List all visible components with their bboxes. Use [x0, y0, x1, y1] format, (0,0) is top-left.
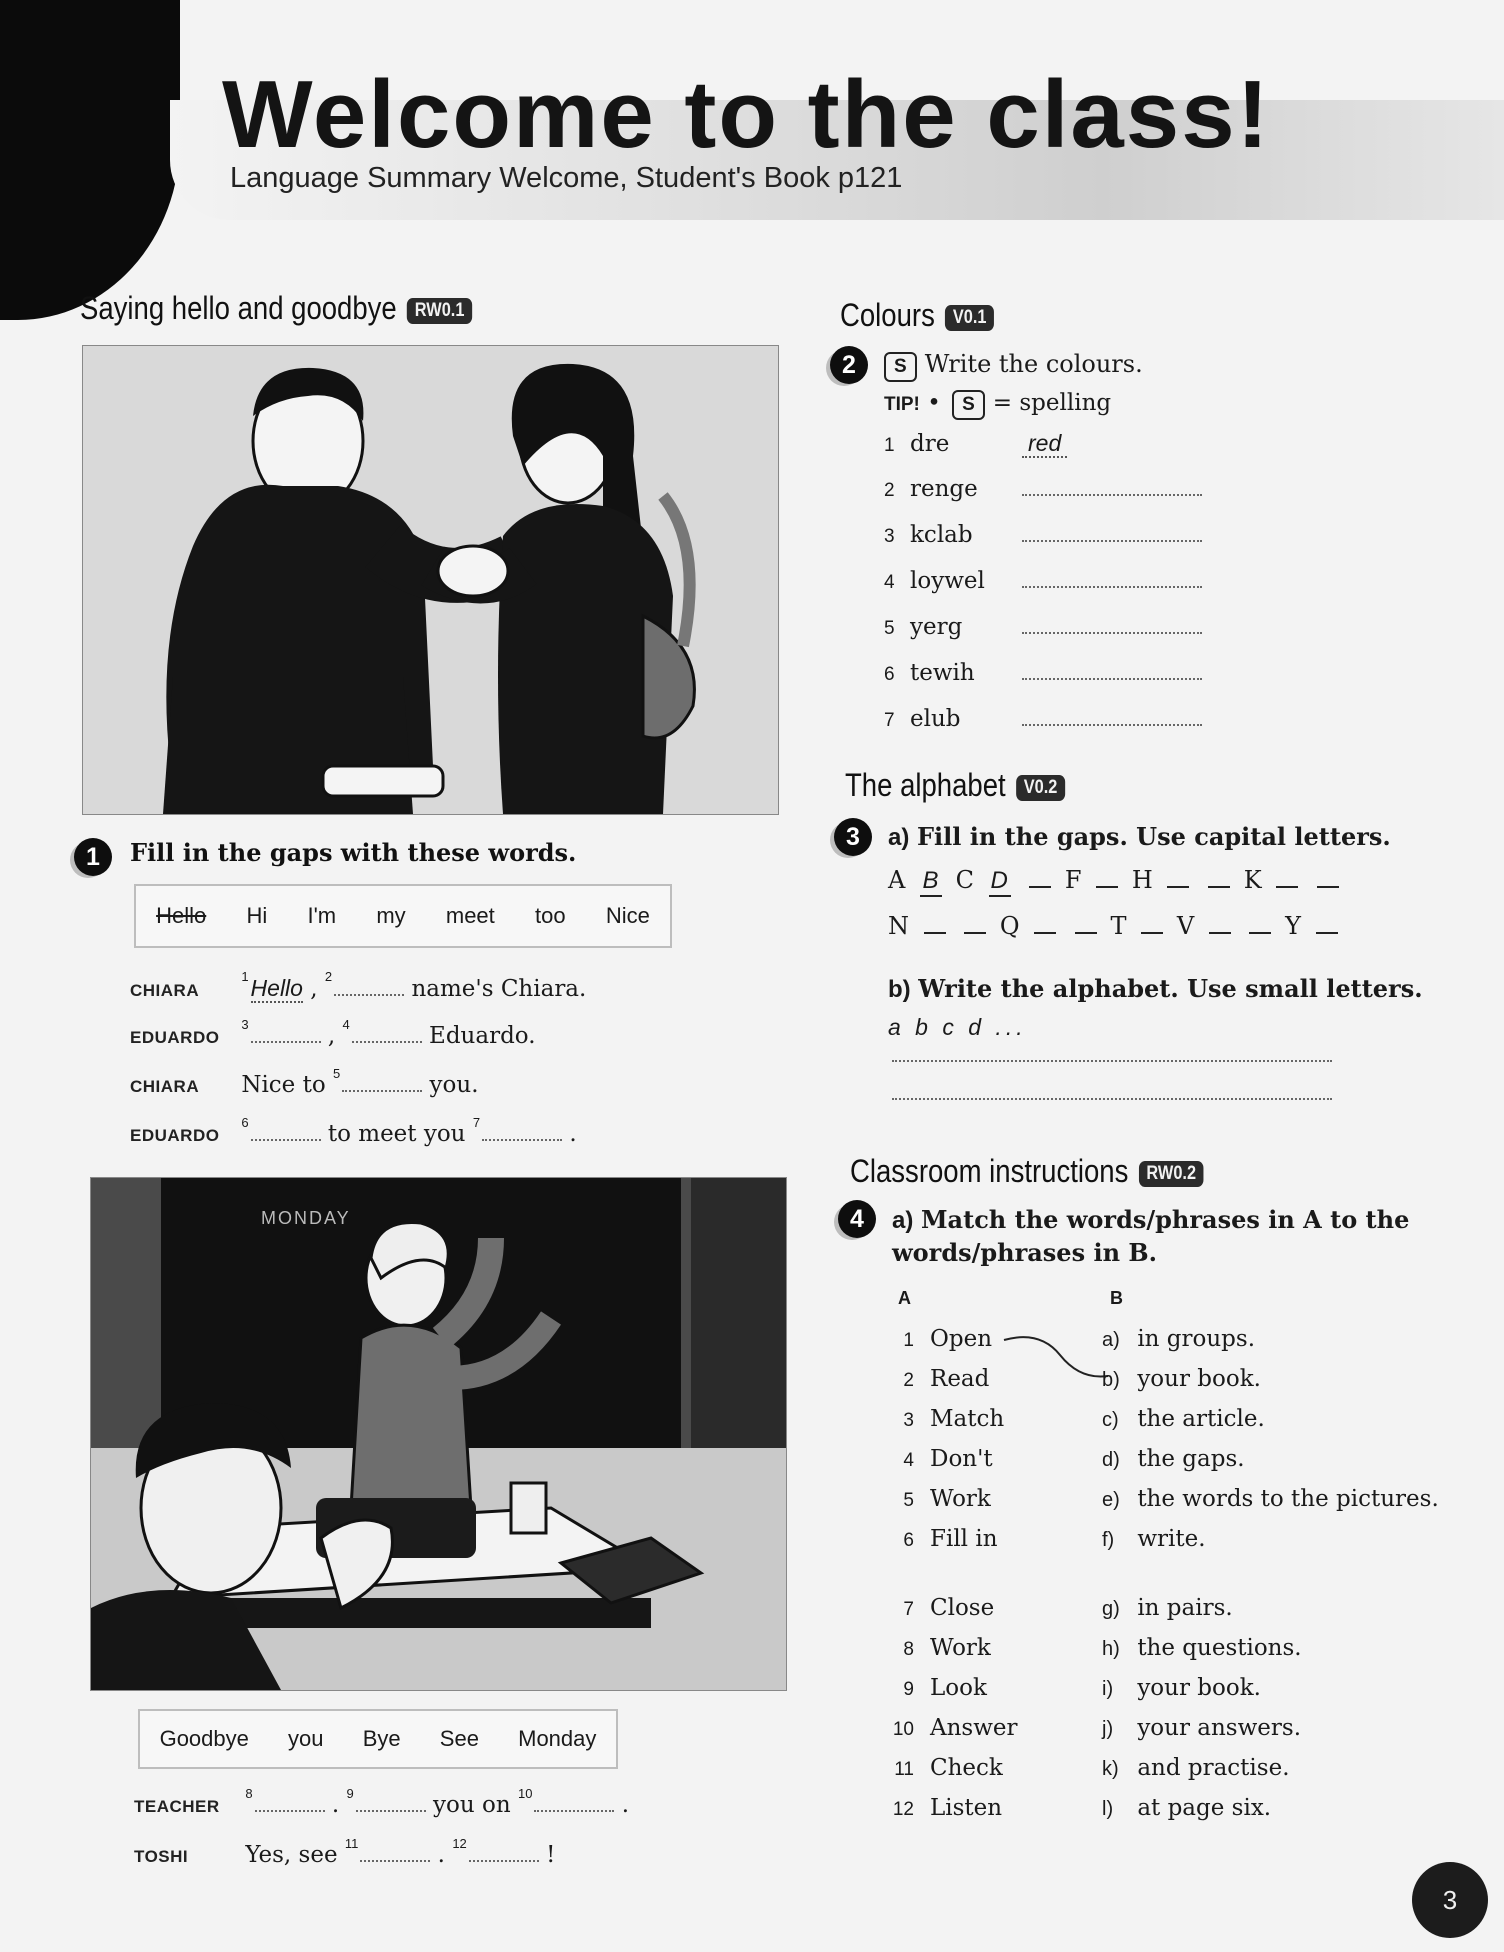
letter-gap[interactable]: [1096, 866, 1118, 888]
tip-label: TIP!: [884, 394, 920, 415]
alphabet-row-2: [888, 912, 1343, 940]
letter-gap[interactable]: [1034, 912, 1056, 934]
gap-blank[interactable]: [251, 1023, 321, 1043]
letter: F: [1064, 866, 1083, 894]
letter-gap[interactable]: [1141, 912, 1163, 934]
phrase-b: and practise.: [1137, 1755, 1290, 1781]
classroom-drawing: [91, 1178, 786, 1690]
item-number: 5: [884, 618, 895, 639]
phrase-letter: e): [1102, 1489, 1120, 1511]
row-number: 1: [903, 1330, 914, 1351]
row-number: 4: [903, 1450, 914, 1471]
item-number: 2: [884, 480, 895, 501]
tip-bullet: •: [927, 390, 941, 416]
speaker: TOSHI: [134, 1847, 189, 1866]
gap-blank[interactable]: [356, 1792, 426, 1812]
word-hello: Hello: [156, 903, 207, 928]
phrase-letter: g): [1102, 1598, 1120, 1620]
colour-item: [884, 522, 1214, 568]
phrase-b: your book.: [1137, 1366, 1261, 1392]
dialogue-line-4: [130, 1115, 577, 1147]
exercise-1-instruction: Fill in the gaps with these words.: [130, 838, 577, 867]
gap-number: 9: [346, 1786, 354, 1801]
colour-item: [884, 614, 1214, 660]
scrambled-word: dre: [910, 431, 950, 457]
letter-gap[interactable]: [1208, 866, 1230, 888]
letter: C: [955, 866, 975, 894]
row-number: 3: [903, 1410, 914, 1431]
phrase-a: Listen: [930, 1795, 1003, 1821]
word-hi: Hi: [246, 903, 268, 928]
phrase-a: Open: [930, 1326, 993, 1352]
exercise-3-badge: 3: [834, 818, 872, 856]
phrase-b: in pairs.: [1137, 1595, 1233, 1621]
colour-answer[interactable]: [1022, 568, 1202, 588]
dialogue-text: Yes, see: [245, 1842, 338, 1868]
letter: A: [888, 866, 907, 894]
phrase-b: in groups.: [1137, 1326, 1256, 1352]
match-row-8: [880, 1635, 1302, 1661]
phrase-letter: f): [1102, 1529, 1115, 1551]
exercise-1-badge: 1: [74, 838, 112, 876]
page-subtitle: Language Summary Welcome, Student's Book p121: [230, 162, 903, 194]
gap-number: 4: [342, 1017, 350, 1032]
phrase-letter: h): [1102, 1638, 1120, 1660]
row-number: 11: [894, 1759, 914, 1780]
separator: ,: [310, 976, 318, 1002]
scrambled-word: tewih: [910, 660, 975, 686]
gap-blank[interactable]: [255, 1792, 325, 1812]
match-row-1: [880, 1326, 1255, 1352]
dialogue-text: Nice to: [241, 1072, 326, 1098]
phrase-letter: a): [1102, 1329, 1120, 1351]
match-row-3: [880, 1406, 1265, 1432]
section-tag: V0.2: [1016, 775, 1065, 801]
column-b-label: B: [1110, 1288, 1123, 1308]
answer-line-2[interactable]: [892, 1098, 1332, 1100]
colour-item: [884, 430, 1214, 476]
match-row-6: [880, 1526, 1206, 1552]
section-tag: RW0.1: [407, 298, 472, 324]
word-my: my: [376, 903, 406, 928]
part-label: b): [888, 976, 911, 1003]
match-row-10: [880, 1715, 1301, 1741]
gap-answer: Hello: [250, 975, 303, 1001]
match-row-2: [880, 1366, 1261, 1392]
section-tag: RW0.2: [1139, 1161, 1204, 1187]
instruction-text: Match the words/phrases in A to the words/phrases in B.: [892, 1205, 1410, 1267]
letter-gap[interactable]: [1209, 912, 1231, 934]
phrase-a: Answer: [930, 1715, 1018, 1741]
gap-blank[interactable]: [482, 1121, 562, 1141]
word-im: I'm: [307, 903, 337, 928]
scrambled-word: renge: [910, 476, 978, 502]
alphabet-example: a b c d ...: [888, 1014, 1027, 1040]
colour-answer: red: [1022, 430, 1067, 458]
row-number: 10: [892, 1719, 914, 1740]
colour-answer[interactable]: [1022, 614, 1202, 634]
gap-blank[interactable]: [360, 1842, 430, 1862]
word-monday: Monday: [518, 1726, 597, 1751]
match-row-7: [880, 1595, 1233, 1621]
page-number: 3: [1412, 1862, 1488, 1938]
handshake-drawing: [83, 346, 778, 814]
letter-gap[interactable]: [1276, 866, 1298, 888]
dialogue-line-5: TEACHER $^8$ . $^9$ you on $^{10}$ .: [134, 1786, 630, 1818]
gap-number: 10: [517, 1786, 533, 1801]
dialogue-line-2: [130, 1017, 536, 1049]
phrase-a: Don't: [930, 1446, 993, 1472]
heading-text: Colours: [840, 297, 935, 333]
instruction-text: Write the alphabet. Use small letters.: [918, 974, 1423, 1003]
match-row-12: [880, 1795, 1271, 1821]
dialogue-text: you on: [433, 1792, 511, 1818]
phrase-b: the gaps.: [1137, 1446, 1245, 1472]
speaker: EDUARDO: [130, 1126, 220, 1145]
dialogue-text: you.: [429, 1072, 479, 1098]
letter: Y: [1285, 912, 1302, 940]
heading-saying-hello: [80, 290, 472, 327]
heading-alphabet: [845, 767, 1065, 804]
alphabet-row-1: [888, 866, 1344, 897]
spelling-icon: S: [884, 352, 917, 382]
gap-number: 6: [241, 1115, 249, 1130]
item-number: 1: [884, 435, 895, 456]
letter: N: [888, 912, 910, 940]
exercise-4-badge: 4: [838, 1200, 876, 1238]
phrase-letter: c): [1102, 1409, 1119, 1431]
gap-number: 7: [472, 1115, 481, 1130]
gap-blank[interactable]: [251, 1121, 321, 1141]
gap-blank[interactable]: [342, 1072, 422, 1092]
gap-number: 8: [245, 1786, 253, 1801]
colour-item: [884, 568, 1214, 614]
separator: ,: [327, 1023, 336, 1049]
letter-gap[interactable]: [1029, 866, 1051, 888]
gap-number: 3: [241, 1017, 249, 1032]
letter: H: [1131, 866, 1154, 894]
dialogue-text: to meet you: [327, 1121, 466, 1147]
dialogue-text: !: [546, 1842, 556, 1868]
dialogue-text: name's Chiara.: [411, 976, 587, 1002]
letter-gap[interactable]: [1167, 866, 1189, 888]
letter-gap[interactable]: [1249, 912, 1271, 934]
word-goodbye: Goodbye: [159, 1726, 249, 1751]
gap-blank[interactable]: [469, 1842, 539, 1862]
row-number: 12: [892, 1799, 914, 1820]
colour-item: [884, 476, 1214, 522]
letter-gap[interactable]: [1317, 866, 1339, 888]
phrase-letter: l): [1102, 1798, 1114, 1820]
match-row-9: [880, 1675, 1261, 1701]
letter: Q: [999, 912, 1021, 940]
item-number: 3: [884, 526, 895, 547]
section-tag: V0.1: [945, 305, 994, 331]
phrase-letter: k): [1102, 1758, 1119, 1780]
word-see: See: [439, 1726, 479, 1751]
phrase-b: the questions.: [1137, 1635, 1302, 1661]
word-too: too: [535, 903, 566, 928]
phrase-letter: b): [1102, 1369, 1120, 1391]
row-number: 6: [903, 1530, 914, 1551]
exercise-2-badge: 2: [830, 346, 868, 384]
colour-answer[interactable]: [1022, 476, 1202, 496]
phrase-letter: i): [1102, 1678, 1114, 1700]
part-label: a): [888, 824, 910, 851]
word-box-2: [138, 1709, 618, 1769]
exercise-2-instruction: [884, 350, 1143, 382]
letter-gap[interactable]: [1075, 912, 1097, 934]
instruction-text: Fill in the gaps. Use capital letters.: [916, 822, 1391, 851]
letter-answer: B: [920, 867, 942, 897]
heading-text: Classroom instructions: [850, 1153, 1129, 1189]
phrase-a: Read: [930, 1366, 990, 1392]
phrase-a: Match: [930, 1406, 1005, 1432]
phrase-letter: j): [1102, 1718, 1114, 1740]
letter: K: [1243, 866, 1263, 894]
gap-blank[interactable]: [534, 1792, 614, 1812]
word-you: you: [288, 1726, 324, 1751]
letter-gap[interactable]: [1316, 912, 1338, 934]
phrase-b: write.: [1137, 1526, 1206, 1552]
row-number: 2: [903, 1370, 914, 1391]
part-label: a): [892, 1207, 914, 1234]
phrase-b: the words to the pictures.: [1137, 1486, 1439, 1512]
instruction-text: Write the colours.: [924, 350, 1143, 378]
dialogue-text: .: [569, 1121, 577, 1147]
heading-colours: [840, 297, 994, 334]
column-a-label: A: [898, 1288, 911, 1308]
colour-answer[interactable]: [1022, 706, 1202, 726]
scrambled-word: kclab: [910, 522, 973, 548]
phrase-a: Check: [930, 1755, 1003, 1781]
colour-item: [884, 660, 1214, 706]
gap-number: 2: [324, 969, 333, 984]
item-number: 6: [884, 664, 895, 685]
phrase-b: your answers.: [1137, 1715, 1302, 1741]
colour-list: [884, 430, 1214, 752]
answer-line-1[interactable]: [892, 1060, 1332, 1062]
phrase-a: Fill in: [930, 1526, 998, 1552]
heading-text: Saying hello and goodbye: [80, 290, 397, 326]
phrase-a: Work: [930, 1486, 991, 1512]
item-number: 7: [884, 710, 895, 731]
row-number: 7: [903, 1599, 914, 1620]
letter: V: [1176, 912, 1196, 940]
spelling-icon: S: [952, 390, 985, 420]
row-number: 5: [903, 1490, 914, 1511]
match-row-11: [880, 1755, 1290, 1781]
letter-gap[interactable]: [924, 912, 946, 934]
phrase-b: the article.: [1137, 1406, 1265, 1432]
heading-text: The alphabet: [845, 767, 1006, 803]
letter-answer: D: [989, 867, 1011, 897]
exercise-4a-instruction: [892, 1204, 1412, 1269]
colour-answer[interactable]: [1022, 522, 1202, 542]
word-bye: Bye: [362, 1726, 401, 1751]
row-number: 9: [903, 1679, 914, 1700]
phrase-a: Close: [930, 1595, 995, 1621]
heading-classroom: [850, 1153, 1204, 1190]
phrase-letter: d): [1102, 1449, 1120, 1471]
colour-answer[interactable]: [1022, 660, 1202, 680]
gap-number: 1: [241, 969, 249, 984]
row-number: 8: [903, 1639, 914, 1660]
gap-blank[interactable]: [352, 1023, 422, 1043]
match-row-4: [880, 1446, 1245, 1472]
dialogue-line-3: [130, 1066, 479, 1098]
speaker: TEACHER: [134, 1797, 220, 1816]
board-text: MONDAY: [261, 1208, 351, 1228]
phrase-b: at page six.: [1137, 1795, 1272, 1821]
phrase-a: Look: [930, 1675, 987, 1701]
dialogue-line-1: [130, 969, 587, 1002]
speaker: CHIARA: [130, 1077, 200, 1096]
illustration-classroom: [90, 1177, 787, 1691]
page-title: Welcome to the class!: [222, 61, 1271, 168]
speaker: EDUARDO: [130, 1028, 220, 1047]
dialogue-line-6: TOSHI Yes, see $^{11}$ . $^{12}$ !: [134, 1836, 556, 1868]
letter-gap[interactable]: [964, 912, 986, 934]
word-nice: Nice: [605, 903, 650, 928]
tip-text: = spelling: [992, 390, 1112, 416]
exercise-3b-instruction: [888, 974, 1423, 1004]
scrambled-word: loywel: [910, 568, 985, 594]
exercise-3a-instruction: [888, 822, 1391, 852]
word-meet: meet: [445, 903, 495, 928]
gap-blank[interactable]: [334, 976, 404, 996]
gap-number: 5: [333, 1066, 341, 1081]
colour-item: [884, 706, 1214, 752]
speaker: CHIARA: [130, 981, 200, 1000]
gap-number: 12: [452, 1836, 467, 1851]
item-number: 4: [884, 572, 895, 593]
tip-line: [884, 390, 1111, 420]
dialogue-text: .: [621, 1792, 630, 1818]
illustration-handshake: [82, 345, 779, 815]
scrambled-word: yerg: [910, 614, 963, 640]
match-row-5: [880, 1486, 1439, 1512]
letter: T: [1110, 912, 1128, 940]
gap-number: 11: [344, 1836, 359, 1851]
corner-decoration: [0, 0, 180, 320]
word-box-1: [134, 884, 672, 948]
dialogue-text: Eduardo.: [429, 1023, 536, 1049]
scrambled-word: elub: [910, 706, 961, 732]
phrase-b: your book.: [1137, 1675, 1261, 1701]
phrase-a: Work: [930, 1635, 991, 1661]
